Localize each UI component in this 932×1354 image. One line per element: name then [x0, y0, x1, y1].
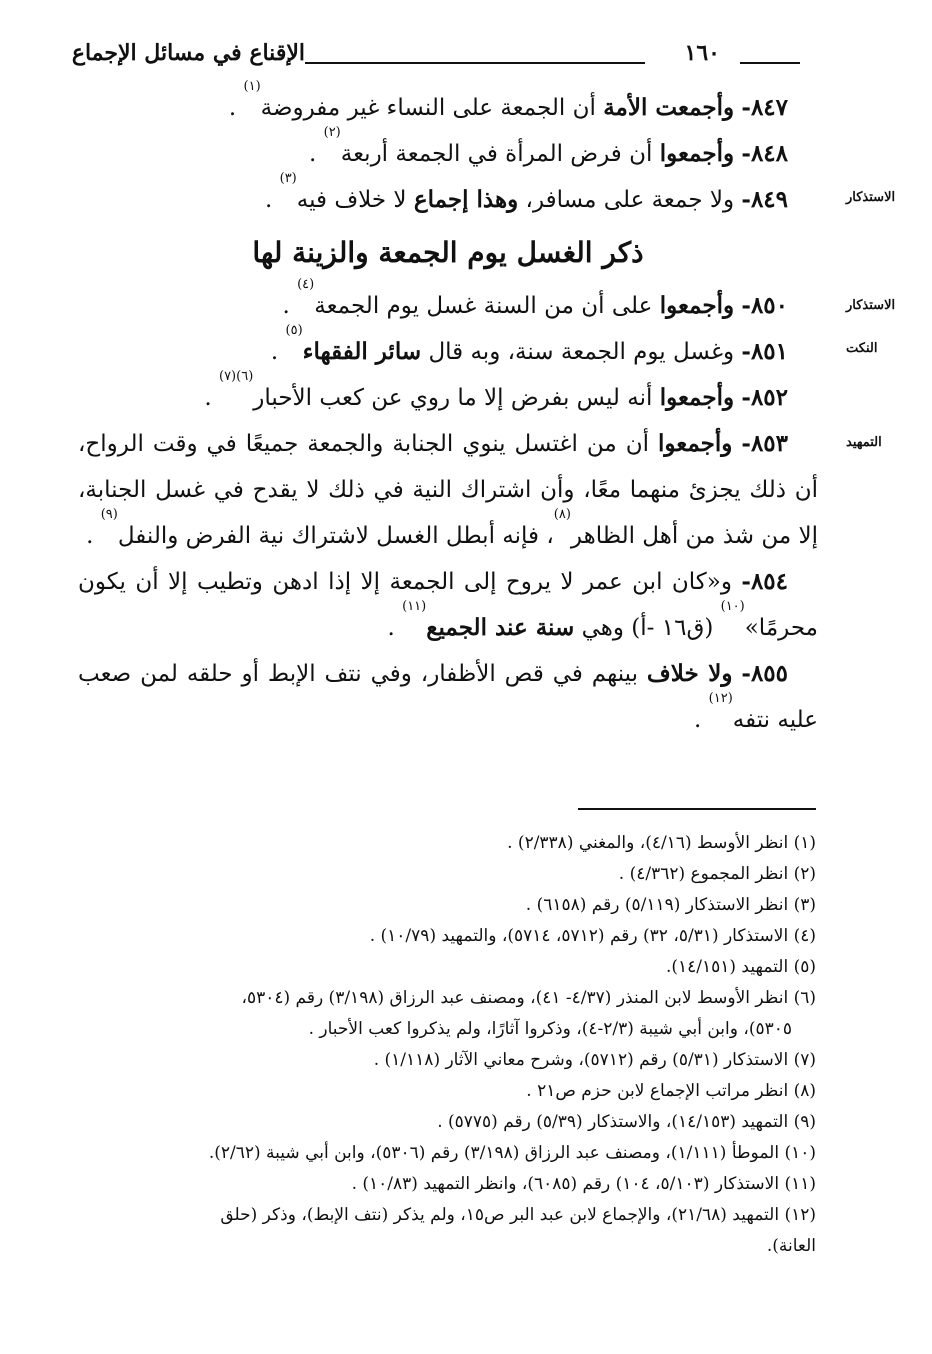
page-header [70, 38, 830, 78]
book-title: الإقناع في مسائل الإجماع [71, 40, 305, 66]
footnote-10: (١٠) الموطأ (١/١١١)، ومصنف عبد الرزاق (٣/١٩٨) رقم (٥٣٠٦)، وابن أبي شيبة (٢/٦٢). [208, 1143, 816, 1163]
footnote-ref: (١٢) [708, 691, 733, 706]
footnote-separator [578, 808, 816, 810]
issue-849: ٨٤٩- ولا جمعة على مسافر، وهذا إجماع لا خلاف فيه$^{(٣)}$ . [264, 171, 788, 213]
footnote-4: (٤) الاستذكار (٥/٣١، ٣٢) رقم (٥٧١٢، ٥٧١٤)، والتمهيد (١٠/٧٩) . [369, 926, 816, 946]
page-number: ١٦٠ [684, 40, 720, 66]
footnote-7: (٧) الاستذكار (٥/٣١) رقم (٥٧١٢)، وشرح معاني الآثار (١/١١٨) . [373, 1050, 816, 1070]
footnote-ref: (٣) [279, 171, 297, 186]
footnote-12-continued: العانة). [766, 1236, 816, 1256]
footnote-9: (٩) التمهيد (١٤/١٥٣)، والاستذكار (٥/٣٩) رقم (٥٧٧٥) . [437, 1112, 816, 1132]
issue-854: ٨٥٤- و«كان ابن عمر لا يروح إلى الجمعة إلا إذا ادهن وتطيب إلا أن يكون محرمًا»$^{(١٠)}$ (ق١٦ -أ) وهي سنة عند الجميع$^{(١١)}$ . [78, 568, 818, 641]
side-note-849: الاستذكار [846, 190, 896, 205]
issue-850: ٨٥٠- وأجمعوا على أن من السنة غسل يوم الجمعة$^{(٤)}$ . [282, 277, 788, 319]
footnote-6: (٦) انظر الأوسط لابن المنذر (٤/٣٧- ٤١)، ومصنف عبد الرزاق (٣/١٩٨) رقم (٥٣٠٤، [241, 988, 816, 1008]
issue-851: ٨٥١- وغسل يوم الجمعة سنة، وبه قال سائر الفقهاء$^{(٥)}$ . [270, 323, 788, 365]
footnote-12: (١٢) التمهيد (٢١/٦٨)، والإجماع لابن عبد البر ص١٥، ولم يذكر (نتف الإبط)، وذكر (حلق [220, 1205, 816, 1225]
footnote-5: (٥) التمهيد (١٤/١٥١). [665, 957, 816, 977]
footnote-ref: (٢) [323, 125, 341, 140]
side-note-851: النكت [846, 341, 878, 356]
footnotes [70, 828, 816, 1262]
main-text [78, 79, 818, 743]
footnote-ref: (١٠) [720, 599, 745, 614]
issue-848: ٨٤٨- وأجمعوا أن فرض المرأة في الجمعة أربعة$^{(٢)}$ . [308, 125, 788, 167]
footnote-ref: (٥) [285, 323, 303, 338]
issue-855: ٨٥٥- ولا خلاف بينهم في قص الأظفار، وفي نتف الإبط أو حلقه لمن صعب عليه نتفه$^{(١٢)}$ . [78, 660, 818, 733]
footnote-ref: (١١) [402, 599, 427, 614]
footnote-ref: (٩) [100, 507, 118, 522]
side-note-850: الاستذكار [846, 298, 896, 313]
footnote-3: (٣) انظر الاستذكار (٥/١١٩) رقم (٦١٥٨) . [525, 895, 816, 915]
footnote-ref: (٦)(٧) [218, 369, 254, 384]
footnote-8: (٨) انظر مراتب الإجماع لابن حزم ص٢١ . [526, 1081, 816, 1101]
header-rule-middle [305, 62, 645, 64]
issue-852: ٨٥٢- وأجمعوا أنه ليس بفرض إلا ما روي عن كعب الأحبار$^{(٦)(٧)}$ . [204, 369, 788, 411]
footnote-1: (١) انظر الأوسط (٤/١٦)، والمغني (٢/٣٣٨) . [507, 833, 816, 853]
footnote-2: (٢) انظر المجموع (٤/٣٦٢) . [618, 864, 816, 884]
footnote-ref: (٤) [297, 277, 315, 292]
footnote-ref: (٨) [553, 507, 571, 522]
footnote-ref: (١) [243, 79, 261, 94]
header-rule-right [740, 62, 800, 64]
issue-853: ٨٥٣- وأجمعوا أن من اغتسل ينوي الجنابة والجمعة جميعًا في وقت الرواح، أن ذلك يجزئ منهما معًا، وأن اشتراك النية في ذلك لا يقدح في غسل الجنابة، إلا من شذ من أهل الظاهر$^{(٨)}$، فإنه أبطل الغسل لاشتراك نية الفرض والنفل$^{(٩)}$ . [78, 430, 818, 549]
footnote-11: (١١) الاستذكار (٥/١٠٣، ١٠٤) رقم (٦٠٨٥)، وانظر التمهيد (١٠/٨٣) . [351, 1174, 816, 1194]
issue-847: ٨٤٧- وأجمعت الأمة أن الجمعة على النساء غير مفروضة$^{(١)}$ . [228, 79, 788, 121]
footnote-6-continued: ٥٣٠٥)، وابن أبي شيبة (٢/٣-٤)، وذكروا آثارًا، ولم يذكروا كعب الأحبار . [308, 1019, 792, 1039]
side-note-853: التمهيد [846, 435, 882, 450]
section-heading: ذكر الغسل يوم الجمعة والزينة لها [252, 236, 644, 269]
